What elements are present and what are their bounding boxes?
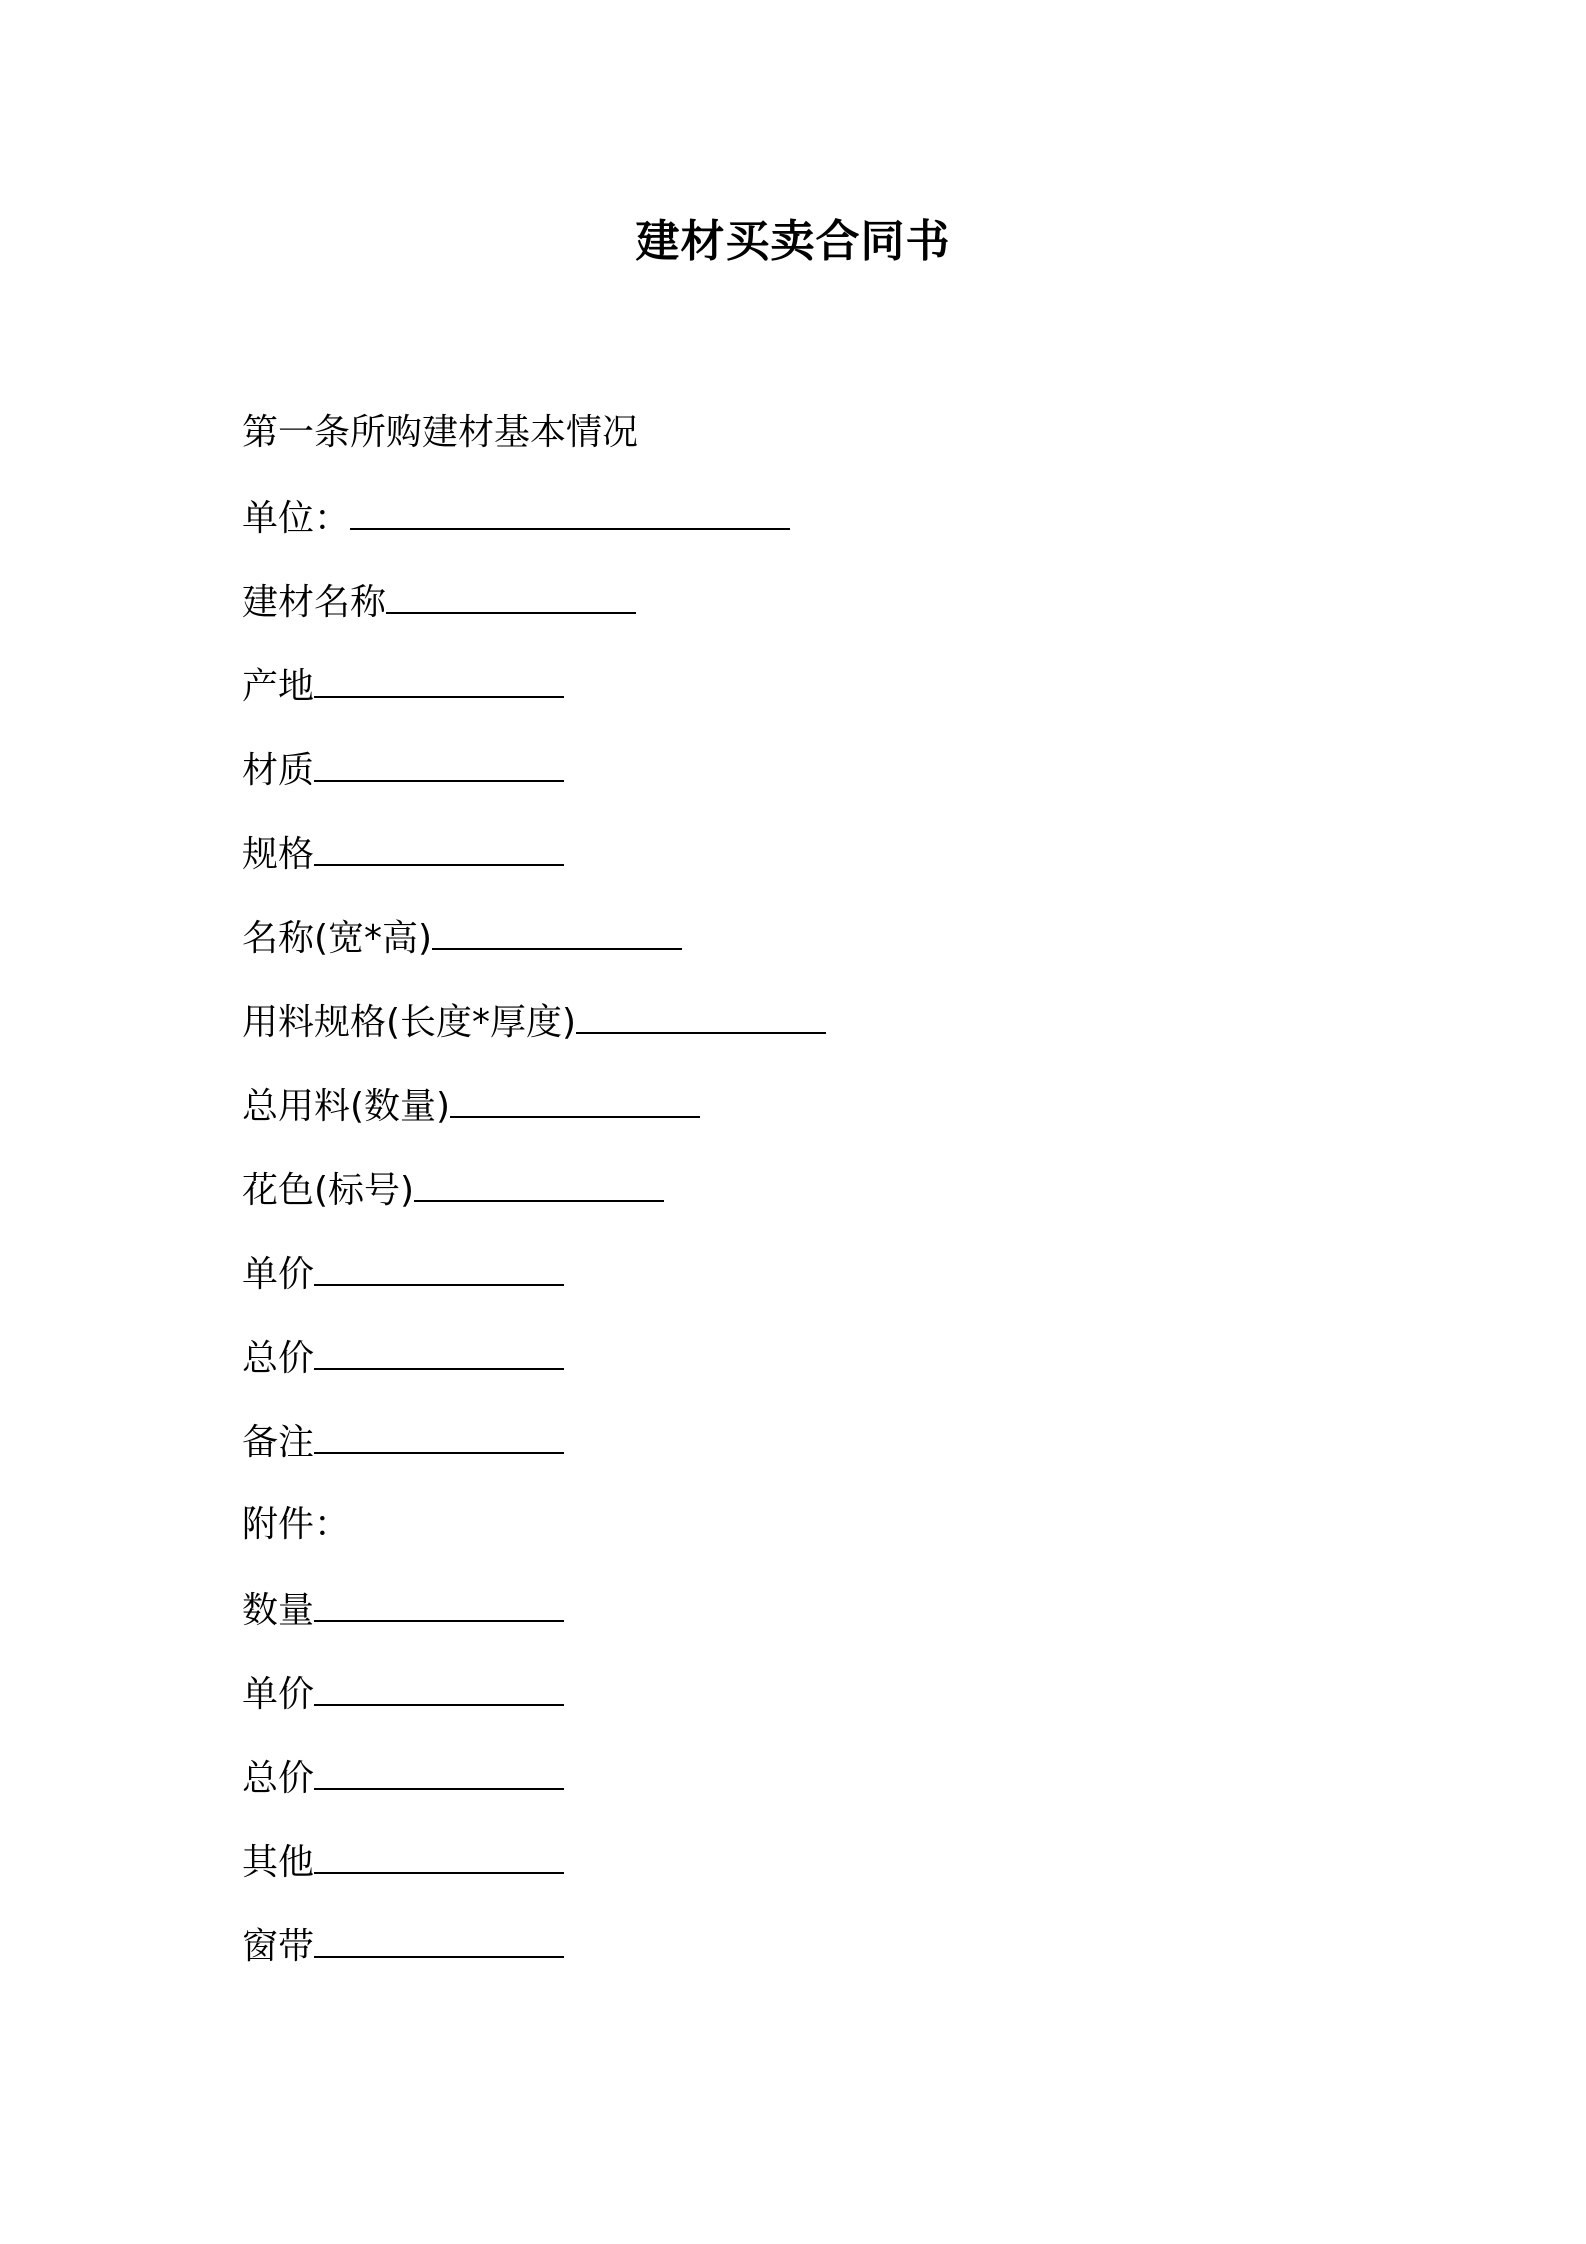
field-line xyxy=(242,828,1392,912)
field-line xyxy=(242,1920,1392,2004)
section-heading: 第一条所购建材基本情况 xyxy=(242,412,639,453)
fill-in-blank[interactable] xyxy=(350,492,790,530)
fill-in-blank[interactable] xyxy=(450,1080,700,1118)
fill-in-blank[interactable] xyxy=(314,828,564,866)
fill-in-blank[interactable] xyxy=(314,1584,564,1622)
field-line xyxy=(242,1248,1392,1332)
fill-in-blank[interactable] xyxy=(314,1332,564,1370)
fill-in-blank[interactable] xyxy=(314,1248,564,1286)
field-label: 名称(宽*高) xyxy=(242,918,433,959)
fill-in-blank[interactable] xyxy=(314,1416,564,1454)
field-label: 备注 xyxy=(242,1422,315,1463)
field-label: 材质 xyxy=(242,750,315,791)
field-line xyxy=(242,1836,1392,1920)
fill-in-blank[interactable] xyxy=(432,912,682,950)
field-label: 单位： xyxy=(242,498,351,539)
fill-in-blank[interactable] xyxy=(386,576,636,614)
field-label: 用料规格(长度*厚度) xyxy=(242,1002,577,1043)
field-label: 单价 xyxy=(242,1254,315,1295)
field-label: 总用料(数量) xyxy=(242,1086,451,1127)
fill-in-blank[interactable] xyxy=(314,1752,564,1790)
field-label: 附件： xyxy=(242,1504,351,1545)
field-label: 建材名称 xyxy=(242,582,387,623)
field-label: 花色(标号) xyxy=(242,1170,415,1211)
field-line xyxy=(242,912,1392,996)
fill-in-blank[interactable] xyxy=(414,1164,664,1202)
fill-in-blank[interactable] xyxy=(314,1668,564,1706)
field-line xyxy=(242,576,1392,660)
document-title: 建材买卖合同书 xyxy=(635,216,951,267)
fill-in-blank[interactable] xyxy=(314,744,564,782)
field-label: 其他 xyxy=(242,1842,315,1883)
fill-in-blank[interactable] xyxy=(314,1836,564,1874)
field-label: 产地 xyxy=(242,666,315,707)
field-line xyxy=(242,660,1392,744)
document-body xyxy=(242,408,1392,2004)
field-label: 总价 xyxy=(242,1338,315,1379)
field-line xyxy=(242,1164,1392,1248)
field-line xyxy=(242,1500,1392,1584)
field-list xyxy=(242,492,1392,2004)
field-line xyxy=(242,1668,1392,1752)
field-label: 单价 xyxy=(242,1674,315,1715)
field-label: 窗带 xyxy=(242,1926,315,1967)
field-line xyxy=(242,1080,1392,1164)
field-label: 总价 xyxy=(242,1758,315,1799)
field-line xyxy=(242,744,1392,828)
field-label: 数量 xyxy=(242,1590,315,1631)
field-line xyxy=(242,996,1392,1080)
field-line xyxy=(242,1752,1392,1836)
field-label: 规格 xyxy=(242,834,315,875)
fill-in-blank[interactable] xyxy=(576,996,826,1034)
field-line xyxy=(242,1332,1392,1416)
fill-in-blank[interactable] xyxy=(314,660,564,698)
field-line xyxy=(242,1416,1392,1500)
field-line xyxy=(242,492,1392,576)
field-line xyxy=(242,1584,1392,1668)
fill-in-blank[interactable] xyxy=(314,1920,564,1958)
